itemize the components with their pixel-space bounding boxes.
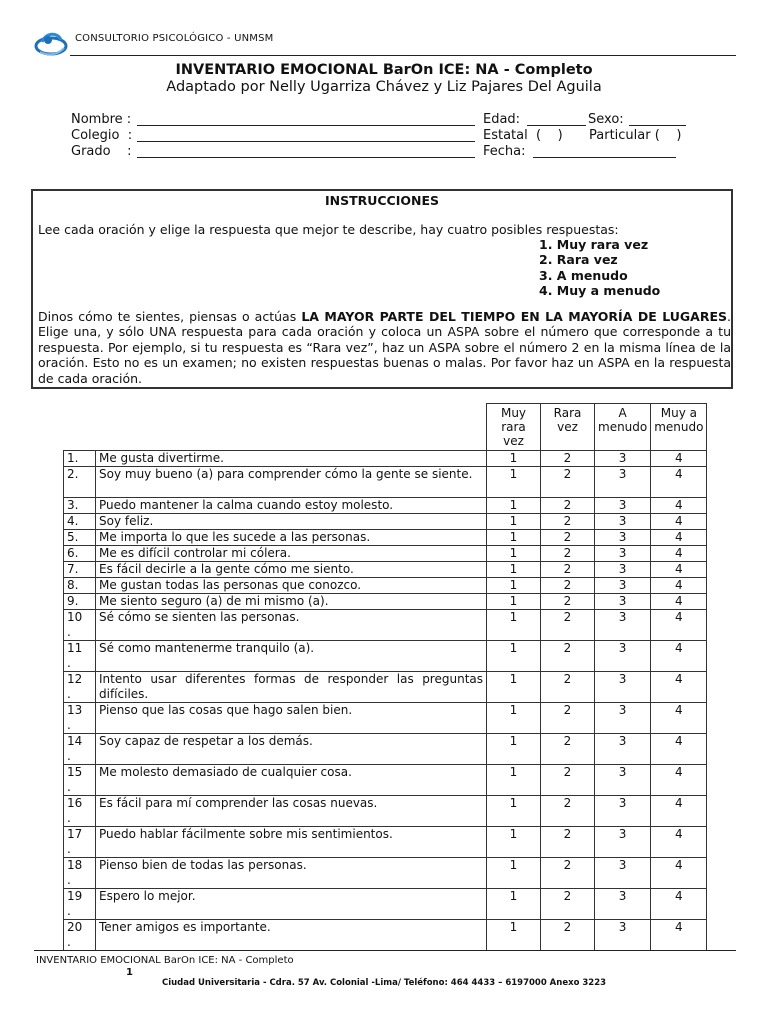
answer-option-3[interactable]: 3 [595, 641, 651, 672]
answer-option-1[interactable]: 1 [487, 530, 541, 546]
item-text: Puedo hablar fácilmente sobre mis sentimientos. [96, 827, 487, 858]
answer-option-2[interactable]: 2 [541, 610, 595, 641]
answer-option-3[interactable]: 3 [595, 796, 651, 827]
answer-option-2[interactable]: 2 [541, 734, 595, 765]
page-subtitle: Adaptado por Nelly Ugarriza Chávez y Liz Pajares Del Aguila [166, 79, 602, 95]
answer-option-1[interactable]: 1 [487, 578, 541, 594]
answer-option-2[interactable]: 2 [541, 498, 595, 514]
answer-option-2[interactable]: 2 [541, 546, 595, 562]
table-row [64, 546, 707, 562]
answer-option-2[interactable]: 2 [541, 796, 595, 827]
answer-option-3[interactable]: 3 [595, 562, 651, 578]
table-row [64, 562, 707, 578]
answer-option-1[interactable]: 1 [487, 562, 541, 578]
colegio-field[interactable] [137, 141, 475, 142]
answer-option-4[interactable]: 4 [651, 498, 707, 514]
item-number: 8. [64, 578, 96, 594]
answer-option-2[interactable]: 2 [541, 672, 595, 703]
item-text: Es fácil para mí comprender las cosas nuevas. [96, 796, 487, 827]
table-row [64, 827, 707, 858]
item-text: Espero lo mejor. [96, 889, 487, 920]
item-text: Soy capaz de respetar a los demás. [96, 734, 487, 765]
page-title: INVENTARIO EMOCIONAL BarOn ICE: NA - Completo [175, 62, 593, 78]
answer-option-1[interactable]: 1 [487, 827, 541, 858]
answer-option-4[interactable]: 4 [651, 827, 707, 858]
item-text: Pienso bien de todas las personas. [96, 858, 487, 889]
answer-option-3[interactable]: 3 [595, 858, 651, 889]
answer-option-3[interactable]: 3 [595, 889, 651, 920]
answer-option-1[interactable]: 1 [487, 796, 541, 827]
instructions-body-emphasis: LA MAYOR PARTE DEL TIEMPO EN LA MAYORÍA DE LUGARES [301, 309, 728, 324]
answer-option-1[interactable]: 1 [487, 703, 541, 734]
item-number: 18 . [64, 858, 96, 889]
answer-option-4[interactable]: 4 [651, 703, 707, 734]
page-number: 1 [126, 967, 133, 978]
answer-option-2[interactable]: 2 [541, 920, 595, 951]
answer-option-1[interactable]: 1 [487, 610, 541, 641]
response-options-list [539, 237, 660, 299]
item-number: 16 . [64, 796, 96, 827]
table-header-row [64, 404, 707, 451]
item-number: 5. [64, 530, 96, 546]
particular-option[interactable]: Particular ( ) [589, 128, 682, 143]
column-header: Rara vez [541, 404, 595, 451]
answer-option-4[interactable]: 4 [651, 514, 707, 530]
answer-option-4[interactable]: 4 [651, 796, 707, 827]
answer-option-2[interactable]: 2 [541, 530, 595, 546]
answer-option-1[interactable]: 1 [487, 734, 541, 765]
item-number: 1. [64, 451, 96, 467]
item-text: Me es difícil controlar mi cólera. [96, 546, 487, 562]
item-number: 4. [64, 514, 96, 530]
answer-option-2[interactable]: 2 [541, 765, 595, 796]
table-row [64, 920, 707, 951]
table-row [64, 530, 707, 546]
item-number: 11 . [64, 641, 96, 672]
item-text: Me molesto demasiado de cualquier cosa. [96, 765, 487, 796]
answer-option-2[interactable]: 2 [541, 562, 595, 578]
questionnaire-table [63, 403, 707, 951]
edad-field[interactable] [527, 125, 586, 126]
item-text: Puedo mantener la calma cuando estoy molesto. [96, 498, 487, 514]
item-text: Soy feliz. [96, 514, 487, 530]
table-row [64, 578, 707, 594]
answer-option-4[interactable]: 4 [651, 594, 707, 610]
item-number: 19 . [64, 889, 96, 920]
answer-option-3[interactable]: 3 [595, 578, 651, 594]
instructions-body-lead: Dinos cómo te sientes, piensas o actúas [38, 309, 302, 324]
answer-option-2[interactable]: 2 [541, 514, 595, 530]
table-row [64, 858, 707, 889]
answer-option-2[interactable]: 2 [541, 451, 595, 467]
instructions-body-rest: . Elige una, y sólo UNA respuesta para cada oración y coloca un ASPA sobre el número que corresponde a tu respuesta. Por ejemplo, si tu respuesta es “Rara vez”, haz un ASPA sobre el número 2 en la misma línea de la oración. Esto no es un examen; no existen respuestas buenas o malas. Por favor haz un ASPA en la respuesta de cada oración. [38, 309, 731, 386]
answer-option-2[interactable]: 2 [541, 594, 595, 610]
answer-option-4[interactable]: 4 [651, 641, 707, 672]
answer-option-1[interactable]: 1 [487, 451, 541, 467]
answer-option-4[interactable]: 4 [651, 562, 707, 578]
answer-option-2[interactable]: 2 [541, 641, 595, 672]
sexo-field[interactable] [629, 125, 686, 126]
unmsm-logo-icon [34, 28, 68, 58]
item-text: Intento usar diferentes formas de responder las preguntas difíciles. [96, 672, 487, 703]
item-text: Me importa lo que les sucede a las personas. [96, 530, 487, 546]
table-row [64, 672, 707, 703]
sexo-label: Sexo: [588, 112, 624, 127]
item-text: Sé cómo se sienten las personas. [96, 610, 487, 641]
answer-option-3[interactable]: 3 [595, 765, 651, 796]
item-number: 2. [64, 467, 96, 498]
answer-option-4[interactable]: 4 [651, 610, 707, 641]
table-row [64, 467, 707, 498]
answer-option-4[interactable]: 4 [651, 920, 707, 951]
answer-option-1[interactable]: 1 [487, 858, 541, 889]
item-number: 15 . [64, 765, 96, 796]
item-text: Soy muy bueno (a) para comprender cómo la gente se siente. [96, 467, 487, 498]
table-row [64, 610, 707, 641]
estatal-option[interactable]: Estatal ( ) [483, 128, 563, 143]
footer-title: INVENTARIO EMOCIONAL BarOn ICE: NA - Completo [36, 955, 294, 966]
answer-option-1[interactable]: 1 [487, 889, 541, 920]
footer-address: Ciudad Universitaria - Cdra. 57 Av. Colonial -Lima/ Teléfono: 464 4433 – 6197000 Anexo 3223 [161, 978, 607, 988]
item-number: 13 . [64, 703, 96, 734]
institution-name: CONSULTORIO PSICOLÓGICO - UNMSM [75, 33, 274, 44]
answer-option-4[interactable]: 4 [651, 765, 707, 796]
item-number: 14 . [64, 734, 96, 765]
answer-option-1[interactable]: 1 [487, 514, 541, 530]
edad-label: Edad: [483, 112, 521, 127]
nombre-field[interactable] [137, 125, 475, 126]
answer-option-4[interactable]: 4 [651, 546, 707, 562]
answer-option-3[interactable]: 3 [595, 498, 651, 514]
item-text: Me gusta divertirme. [96, 451, 487, 467]
item-text: Tener amigos es importante. [96, 920, 487, 951]
table-row [64, 703, 707, 734]
answer-option-4[interactable]: 4 [651, 889, 707, 920]
instructions-intro: Lee cada oración y elige la respuesta que mejor te describe, hay cuatro posibles respuestas: [38, 222, 619, 237]
table-row [64, 451, 707, 467]
table-row [64, 889, 707, 920]
answer-option-3[interactable]: 3 [595, 514, 651, 530]
item-number: 7. [64, 562, 96, 578]
header-divider [70, 55, 736, 56]
item-number: 10 . [64, 610, 96, 641]
instructions-title: INSTRUCCIONES [324, 193, 440, 208]
answer-option-2[interactable]: 2 [541, 858, 595, 889]
column-header: Muy a menudo [651, 404, 707, 451]
table-row [64, 734, 707, 765]
answer-option-3[interactable]: 3 [595, 703, 651, 734]
answer-option-1[interactable]: 1 [487, 467, 541, 498]
response-option: 4. Muy a menudo [539, 283, 661, 299]
answer-option-1[interactable]: 1 [487, 594, 541, 610]
answer-option-1[interactable]: 1 [487, 641, 541, 672]
table-row [64, 514, 707, 530]
answer-option-3[interactable]: 3 [595, 594, 651, 610]
answer-option-4[interactable]: 4 [651, 672, 707, 703]
table-row [64, 498, 707, 514]
item-text: Sé como mantenerme tranquilo (a). [96, 641, 487, 672]
answer-option-3[interactable]: 3 [595, 451, 651, 467]
answer-option-4[interactable]: 4 [651, 578, 707, 594]
item-text: Es fácil decirle a la gente cómo me siento. [96, 562, 487, 578]
answer-option-3[interactable]: 3 [595, 546, 651, 562]
answer-option-1[interactable]: 1 [487, 672, 541, 703]
response-option: 2. Rara vez [539, 252, 618, 268]
answer-option-3[interactable]: 3 [595, 672, 651, 703]
item-number: 20 . [64, 920, 96, 951]
table-row [64, 796, 707, 827]
answer-option-4[interactable]: 4 [651, 530, 707, 546]
answer-option-3[interactable]: 3 [595, 610, 651, 641]
item-number: 3. [64, 498, 96, 514]
grado-label: Grado : [71, 144, 132, 159]
item-number: 9. [64, 594, 96, 610]
answer-option-3[interactable]: 3 [595, 734, 651, 765]
answer-option-3[interactable]: 3 [595, 467, 651, 498]
answer-option-1[interactable]: 1 [487, 765, 541, 796]
column-header: A menudo [595, 404, 651, 451]
answer-option-2[interactable]: 2 [541, 467, 595, 498]
table-row [64, 594, 707, 610]
answer-option-4[interactable]: 4 [651, 467, 707, 498]
answer-option-1[interactable]: 1 [487, 498, 541, 514]
fecha-field[interactable] [533, 157, 676, 158]
answer-option-3[interactable]: 3 [595, 827, 651, 858]
footer-divider [34, 950, 736, 951]
table-row [64, 765, 707, 796]
item-number: 12 . [64, 672, 96, 703]
answer-option-2[interactable]: 2 [541, 827, 595, 858]
item-text: Pienso que las cosas que hago salen bien. [96, 703, 487, 734]
fecha-label: Fecha: [483, 144, 526, 159]
answer-option-2[interactable]: 2 [541, 889, 595, 920]
item-text: Me siento seguro (a) de mi mismo (a). [96, 594, 487, 610]
grado-field[interactable] [137, 157, 475, 158]
column-header: Muy rara vez [487, 404, 541, 451]
answer-option-1[interactable]: 1 [487, 546, 541, 562]
answer-option-3[interactable]: 3 [595, 920, 651, 951]
nombre-label: Nombre : [71, 112, 132, 127]
item-text: Me gustan todas las personas que conozco. [96, 578, 487, 594]
item-number: 6. [64, 546, 96, 562]
instructions-body [38, 309, 731, 386]
answer-option-3[interactable]: 3 [595, 530, 651, 546]
response-option: 3. A menudo [539, 267, 628, 283]
answer-option-2[interactable]: 2 [541, 703, 595, 734]
response-option: 1. Muy rara vez [539, 237, 649, 252]
answer-option-4[interactable]: 4 [651, 451, 707, 467]
answer-option-4[interactable]: 4 [651, 858, 707, 889]
answer-option-2[interactable]: 2 [541, 578, 595, 594]
colegio-label: Colegio : [71, 128, 133, 143]
table-row [64, 641, 707, 672]
item-number: 17 . [64, 827, 96, 858]
answer-option-4[interactable]: 4 [651, 734, 707, 765]
answer-option-1[interactable]: 1 [487, 920, 541, 951]
